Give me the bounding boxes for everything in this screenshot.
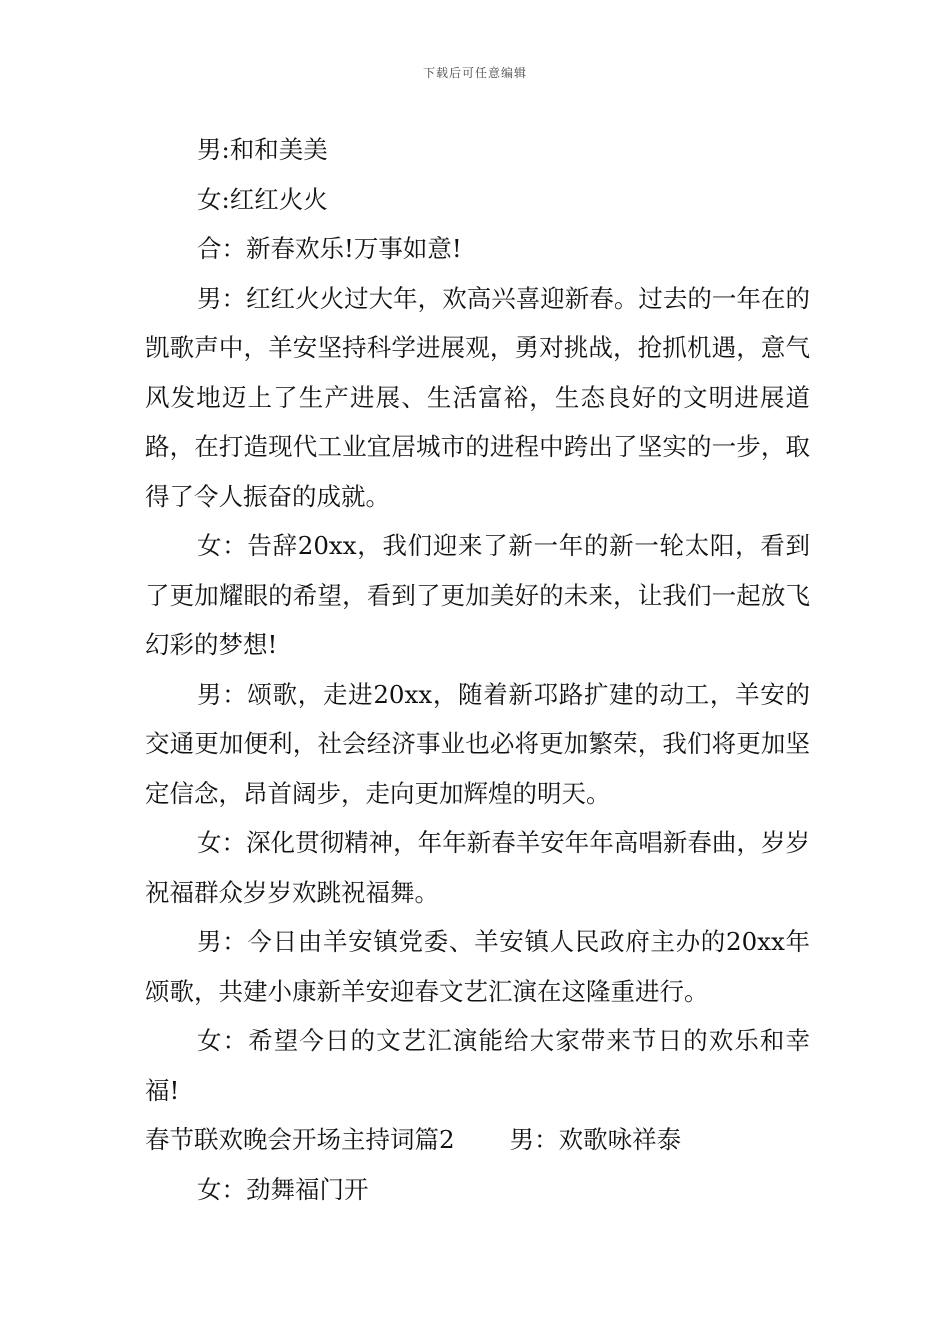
paragraph: 女:红红火火 <box>197 184 328 214</box>
paragraph: 合：新春欢乐!万事如意! <box>197 234 462 263</box>
paragraph: 男：今日由羊安镇党委、羊安镇人民政府主办的20xx年颂歌，共建小康新羊安迎春文艺汇演在这隆重进行。 <box>145 927 810 1006</box>
paragraph: 男：红红火火过大年，欢高兴喜迎新春。过去的一年在的凯歌声中，羊安坚持科学进展观，勇对挑战，抢抓机遇，意气风发地迈上了生产进展、生活富裕，生态良好的文明进展道路，在打造现代工业宜居城市的进程中跨出了坚实的一步，取得了令人振奋的成就。 <box>145 283 810 511</box>
paragraph: 女：希望今日的文艺汇演能给大家带来节日的欢乐和幸福! <box>145 1026 810 1105</box>
section-title: 春节联欢晚会开场主持词篇2 <box>145 1125 455 1154</box>
section-heading-line <box>145 1115 810 1165</box>
document-body <box>145 125 810 1214</box>
paragraph: 女：劲舞福门开 <box>197 1174 369 1204</box>
paragraph: 女：深化贯彻精神，年年新春羊安年年高唱新春曲，岁岁祝福群众岁岁欢跳祝福舞。 <box>145 828 810 907</box>
section-first-line: 男：欢歌咏祥泰 <box>509 1125 682 1154</box>
page-header: 下载后可任意编辑 <box>422 66 527 80</box>
paragraph: 女：告辞20xx，我们迎来了新一年的新一轮太阳，看到了更加耀眼的希望，看到了更加美好的未来，让我们一起放飞幻彩的梦想! <box>145 531 810 659</box>
paragraph: 男：颂歌，走进20xx，随着新邛路扩建的动工，羊安的交通更加便利，社会经济事业也必将更加繁荣，我们将更加坚定信念，昂首阔步，走向更加辉煌的明天。 <box>145 679 810 808</box>
paragraph: 男:和和美美 <box>197 135 328 164</box>
